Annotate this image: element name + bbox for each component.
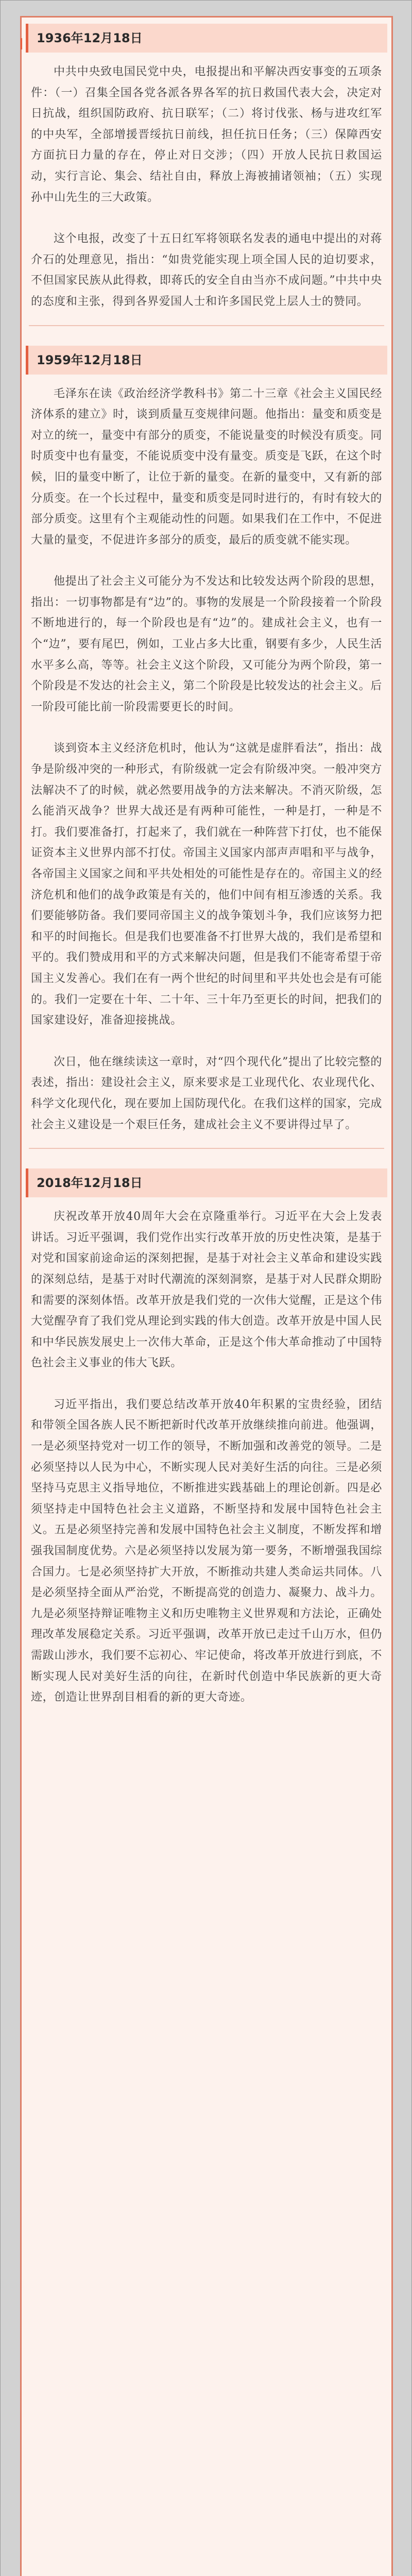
entry-1959 — [26, 346, 387, 1149]
date-heading: 1936年12月18日 — [26, 24, 387, 53]
entry-2018 — [26, 1168, 387, 1708]
date-heading: 2018年12月18日 — [26, 1168, 387, 1197]
entry-paragraph: 这个电报，改变了十五日红军将领联名发表的通电中提出的对蒋介石的处理意见，指出：“如贵党能实现上项全国人民的迫切要求，不但国家民族从此得救，即蒋氏的安全自由当亦不成问题。”中共中央的态度和主张，得到各界爱国人士和许多国民党上层人士的赞同。 — [31, 232, 382, 308]
entry-paragraph: 庆祝改革开放40周年大会在京隆重举行。习近平在大会上发表讲话。习近平强调，我们党作出实行改革开放的历史性决策，是基于对党和国家前途命运的深刻把握，是基于对社会主义革命和建设实践的深刻总结，是基于对时代潮流的深刻洞察，是基于对人民群众期盼和需要的深刻体悟。改革开放是我们党的一次伟大觉醒，正是这个伟大觉醒孕育了我们党从理论到实践的伟大创造。改革开放是中国人民和中华民族发展史上一次伟大革命，正是这个伟大革命推动了中国特色社会主义事业的伟大飞跃。 — [31, 1210, 382, 1370]
date-heading: 1959年12月18日 — [26, 346, 387, 375]
panel-accent-mark — [21, 38, 22, 49]
section-divider — [29, 325, 384, 326]
entry-paragraph: 中共中央致电国民党中央，电报提出和平解决西安事变的五项条件：（一）召集全国各党各派各界各军的抗日救国代表大会，决定对日抗战，组织国防政府、抗日联军；（二）将讨伐张、杨与进攻红军的中央军，全部增援晋绥抗日前线，担任抗日任务；（三）保障西安方面抗日力量的存在，停止对日交涉；（四）开放人民抗日救国运动，实行言论、集会、结社自由，释放上海被捕诸领袖；（五）实现孙中山先生的三大政策。 — [31, 65, 382, 204]
section-divider — [29, 1148, 384, 1149]
history-article-panel — [20, 16, 393, 2576]
entry-paragraph: 谈到资本主义经济危机时，他认为“这就是虚胖看法”，指出：战争是阶级冲突的一种形式，有阶级就一定会有阶级冲突。一般冲突方法解决不了的时候，就必然要用战争的方法来解决。不消灭阶级，怎么能消灭战争？世界大战还是有两种可能性，一种是打，一种是不打。我们要准备打，打起来了，我们就在一种阵营下打仗，也不能保证资本主义世界内部不打仗。帝国主义国家内部声声唱和平与战争，各帝国主义国家之间和平共处相处的可能性是存在的。帝国主义的经济危机和他们的战争政策是有关的，他们中间有相互渗透的关系。我们要能够防备。我们要同帝国主义的战争策划斗争，我们应该努力把和平的时间拖长。但是我们也要准备不打世界大战的，我们是希望和平的。我们赞成用和平的方式来解决问题，但是我们不能寄希望于帝国主义发善心。我们在有一两个世纪的时间里和平共处也会是有可能的。我们一定要在十年、二十年、三十年乃至更长的时间，把我们的国家建设好，准备迎接挑战。 — [31, 742, 382, 1027]
entry-paragraph: 毛泽东在读《政治经济学教科书》第二十三章《社会主义国民经济体系的建立》时，谈到质量互变规律问题。他指出：量变和质变是对立的统一，量变中有部分的质变，不能说量变的时候没有质变。同时质变中也有量变，不能说质变中没有量变。质变是飞跃，在这个时候，旧的量变中断了，让位于新的量变。在新的量变中，又有新的部分质变。在一个长过程中，量变和质变是同时进行的，有时有较大的部分质变。这里有个主观能动性的问题。如果我们在工作中，不促进大量的量变，不促进许多部分的质变，最后的质变就不能实现。 — [31, 387, 382, 547]
entry-paragraph: 他提出了社会主义可能分为不发达和比较发达两个阶段的思想，指出：一切事物都是有“边”的。事物的发展是一个阶段接着一个阶段不断地进行的，每一个阶段也是有“边”的。建成社会主义，也有一个“边”，要有尾巴，例如，工业占多大比重，钢要有多少，人民生活水平多么高，等等。社会主义这个阶段，又可能分为两个阶段，第一个阶段是不发达的社会主义，第二个阶段是比较发达的社会主义。后一阶段可能比前一阶段需要更长的时间。 — [31, 575, 382, 714]
entry-1936 — [26, 24, 387, 326]
entry-paragraph: 习近平指出，我们要总结改革开放40年积累的宝贵经验，团结和带领全国各族人民不断把新时代改革开放继续推向前进。他强调，一是必须坚持党对一切工作的领导，不断加强和改善党的领导。二是必须坚持以人民为中心，不断实现人民对美好生活的向往。三是必须坚持马克思主义指导地位，不断推进实践基础上的理论创新。四是必须坚持走中国特色社会主义道路，不断坚持和发展中国特色社会主义。五是必须坚持完善和发展中国特色社会主义制度，不断发挥和增强我国制度优势。六是必须坚持以发展为第一要务，不断增强我国综合国力。七是必须坚持扩大开放，不断推动共建人类命运共同体。八是必须坚持全面从严治党，不断提高党的创造力、凝聚力、战斗力。九是必须坚持辩证唯物主义和历史唯物主义世界观和方法论，正确处理改革发展稳定关系。习近平强调，改革开放已走过千山万水，但仍需跋山涉水，我们要不忘初心、牢记使命，将改革开放进行到底，不断实现人民对美好生活的向往，在新时代创造中华民族新的更大奇迹，创造让世界刮目相看的新的更大奇迹。 — [31, 1398, 382, 1704]
entry-paragraph: 次日，他在继续读这一章时，对“四个现代化”提出了比较完整的表述，指出：建设社会主义，原来要求是工业现代化、农业现代化、科学文化现代化，现在要加上国防现代化。在我们这样的国家，完成社会主义建设是一个艰巨任务，建成社会主义不要讲得过早了。 — [31, 1055, 382, 1131]
